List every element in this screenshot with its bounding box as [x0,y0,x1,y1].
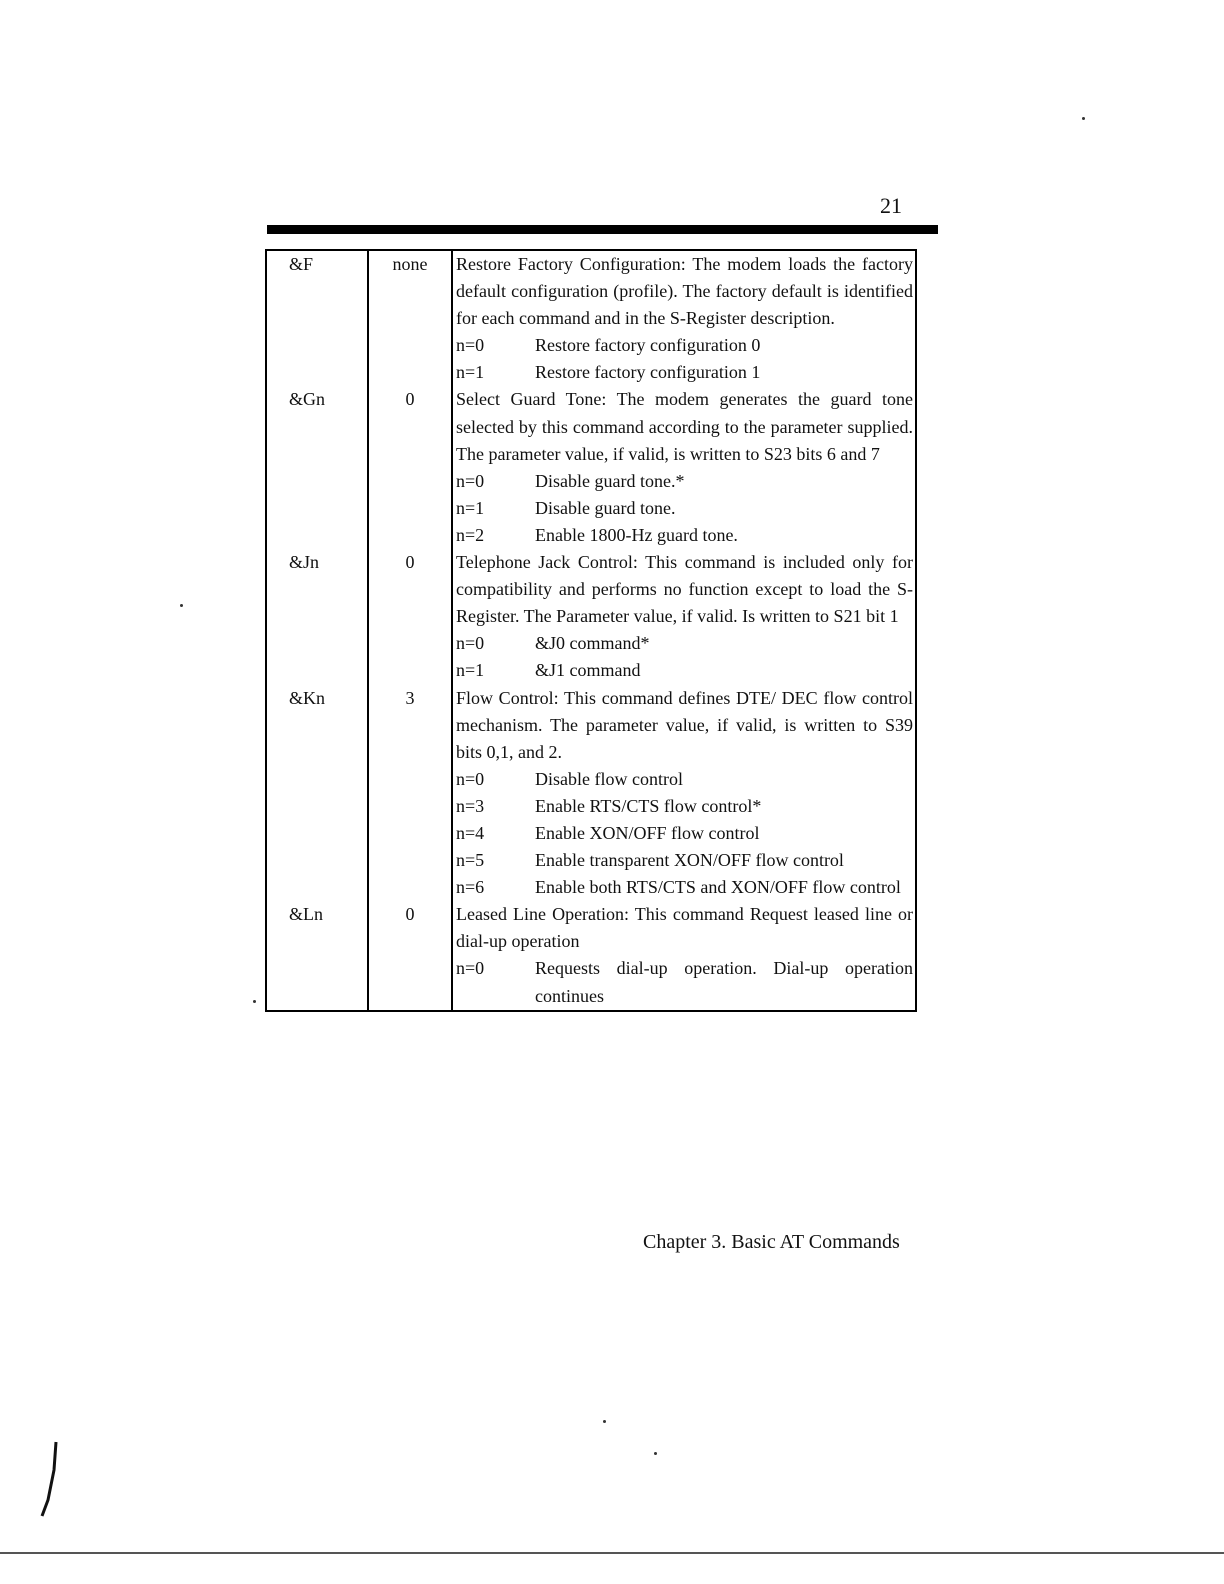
margin-mark-icon [38,1440,68,1520]
parameter-description: Disable guard tone.* [535,470,685,491]
parameter-option [456,468,913,495]
parameter-option [456,332,913,359]
default-value-cell: 3 [368,685,452,902]
default-value-cell: 0 [368,901,452,1010]
table-row [266,250,916,386]
parameter-description: Restore factory configuration 1 [535,362,761,383]
parameter-description: Disable flow control [535,768,683,789]
scan-speck [1082,117,1085,120]
parameter-value: n=1 [456,497,485,518]
parameter-value: n=3 [456,795,485,816]
default-value-cell: 0 [368,386,452,549]
command-cell: &Ln [266,901,368,1010]
table-row [266,386,916,549]
description-cell [452,549,916,684]
parameter-option [456,847,913,874]
parameter-description: Enable both RTS/CTS and XON/OFF flow control [535,877,901,898]
parameter-option [456,793,913,820]
parameter-value: n=2 [456,524,485,545]
bottom-scan-edge [0,1552,1224,1554]
parameter-description: &J0 command* [535,633,650,654]
parameter-value: n=5 [456,850,485,871]
description-text: Flow Control: This command defines DTE/ DEC flow control mechanism. The parameter value, if valid, is written to S39 bits 0,1, and 2. [456,687,913,762]
at-command-table [265,249,917,1012]
parameter-value: n=0 [456,335,485,356]
description-cell [452,386,916,549]
header-rule [267,225,938,234]
parameter-option [456,359,913,386]
chapter-footer: Chapter 3. Basic AT Commands [643,1231,900,1253]
scan-speck [654,1452,657,1455]
parameter-option [456,874,913,901]
command-cell: &Jn [266,549,368,684]
command-cell: &Kn [266,685,368,902]
parameter-option [456,630,913,657]
description-cell [452,685,916,902]
table-row [266,549,916,684]
command-cell: &F [266,250,368,386]
scan-speck [180,604,183,607]
description-text: Restore Factory Configuration: The modem loads the factory default configuration (profile). The factory default is identified for each command and in the S-Register description. [456,254,913,329]
parameter-option [456,522,913,549]
parameter-value: n=1 [456,660,485,681]
parameter-value: n=0 [456,768,485,789]
scan-speck [253,1000,256,1003]
description-text: Leased Line Operation: This command Request leased line or dial-up operation [456,904,913,952]
command-cell: &Gn [266,386,368,549]
default-value-cell: none [368,250,452,386]
description-text: Select Guard Tone: The modem generates the guard tone selected by this command according to the parameter supplied. The parameter value, if valid, is written to S23 bits 6 and 7 [456,389,913,464]
parameter-description: Enable RTS/CTS flow control* [535,795,762,816]
description-cell [452,250,916,386]
parameter-option [456,766,913,793]
parameter-description: Enable 1800-Hz guard tone. [535,524,738,545]
default-value-cell: 0 [368,549,452,684]
table-row [266,685,916,902]
at-command-table-body [266,250,916,1011]
parameter-value: n=4 [456,822,485,843]
parameter-description: Disable guard tone. [535,497,676,518]
parameter-value: n=0 [456,958,485,979]
parameter-value: n=0 [456,470,485,491]
description-text: Telephone Jack Control: This command is included only for compatibility and performs no function except to load the S-Register. The Parameter value, if valid. Is written to S21 bit 1 [456,552,913,627]
table-row [266,901,916,1010]
parameter-value: n=1 [456,362,485,383]
parameter-description: &J1 command [535,660,641,681]
parameter-option [456,820,913,847]
parameter-option [456,955,913,1009]
parameter-description: Enable transparent XON/OFF flow control [535,850,844,871]
parameter-option [456,495,913,522]
parameter-description: Enable XON/OFF flow control [535,822,760,843]
parameter-option [456,657,913,684]
parameter-description: Restore factory configuration 0 [535,335,761,356]
scan-speck [603,1420,606,1423]
parameter-value: n=0 [456,633,485,654]
parameter-description: Requests dial-up operation. Dial-up operation continues [535,958,913,1006]
description-cell [452,901,916,1010]
parameter-value: n=6 [456,877,485,898]
page-number: 21 [880,193,902,218]
